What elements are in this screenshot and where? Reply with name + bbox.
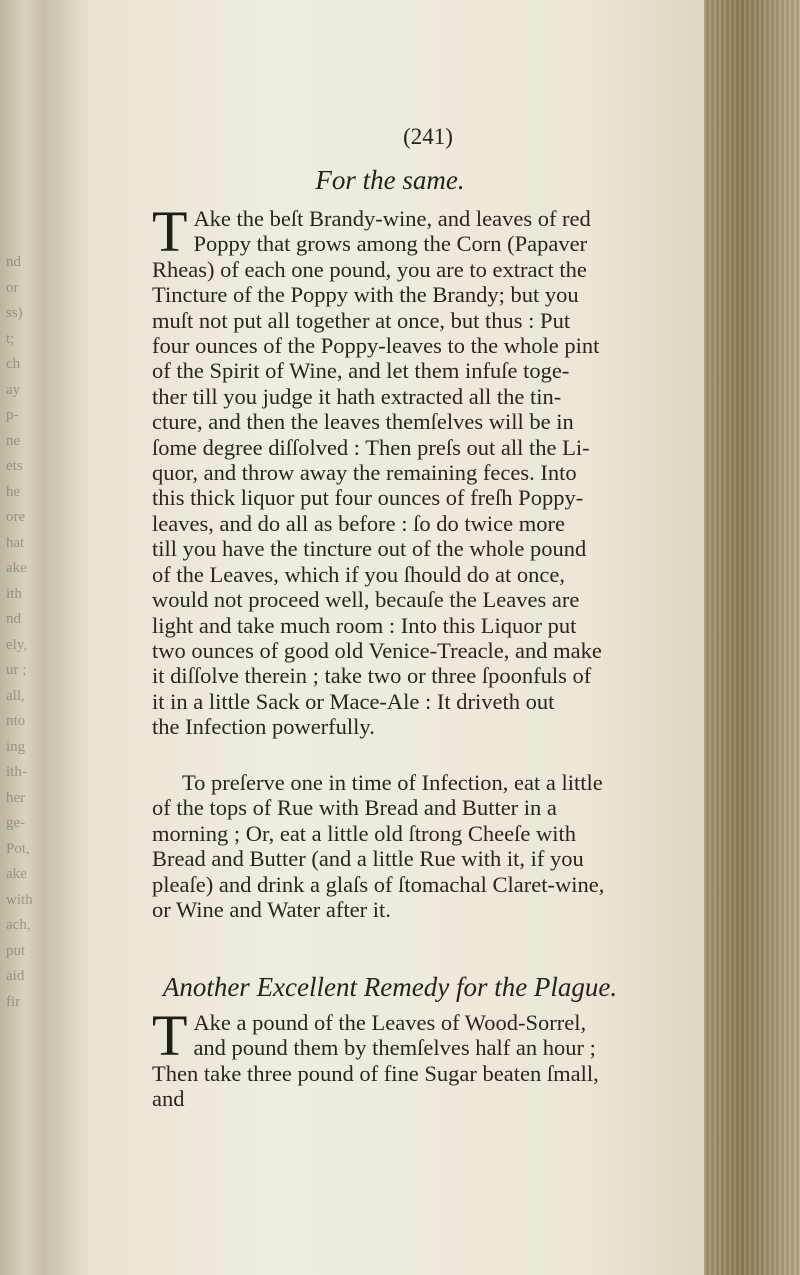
text-line: muſt not put all together at once, but thus : Put [152,307,571,333]
text-line: Ake the beſt Brandy-wine, and leaves of red [193,206,591,231]
facing-page-fragment: ss) [6,305,23,321]
facing-page-fragment: put [6,942,26,959]
text-line: and pound them by themſelves half an hour ; [193,1035,596,1061]
text-line: quor, and throw away the remaining feces. Into [152,460,577,486]
text-line: four ounces of the Poppy-leaves to the whole pint [152,333,600,359]
facing-page-fragment: all, [6,687,25,704]
page-number: (241) [403,124,453,149]
text-line: Tincture of the Poppy with the Brandy; but you [152,282,579,308]
drop-cap: T [152,1003,188,1068]
text-line: and [152,1086,185,1112]
text-line: the Infection powerfully. [152,714,375,740]
facing-page-fragment: or [6,279,19,296]
facing-page-fragment: hat [6,534,25,551]
text-line: Bread and Butter (and a little Rue with it, if you [152,846,584,872]
text-line: pleaſe) and drink a glaſs of ſtomachal Claret-wine, [152,871,605,897]
text-line: would not proceed well, becauſe the Leaves are [152,587,580,613]
text-line: this thick liquor put four ounces of freſh Poppy- [152,485,584,511]
section-heading: For the same. [315,165,465,195]
facing-page-fragments [6,250,36,1015]
text-line: it in a little Sack or Mace-Ale : It driveth out [152,688,555,714]
facing-page-fragment: ith- [6,764,27,780]
text-line: leaves, and do all as before : ſo do twice more [152,510,565,536]
text-line: Ake a pound of the Leaves of Wood-Sorrel, [193,1010,587,1035]
facing-page-edge [0,0,43,1275]
facing-page-fragment: he [6,483,21,500]
facing-page-fragment: ets [6,458,23,474]
facing-page-fragment: her [6,789,26,806]
text-line: of the tops of Rue with Bread and Butter in a [152,795,557,821]
book-gutter [42,0,88,1275]
page-edge-right [704,0,800,1275]
paragraph-1 [152,199,700,740]
facing-page-fragment: ake [6,560,27,576]
text-line: two ounces of good old Venice-Treacle, and make [152,637,602,663]
text-line: cture, and then the leaves themſelves will be in [152,409,574,435]
facing-page-fragment: ore [6,509,26,525]
text-line: it diſſolve therein ; take two or three ſpoonfuls of [152,663,592,689]
facing-page-fragment: nd [6,611,21,627]
drop-cap: T [152,199,188,264]
text-line: Rheas) of each one pound, you are to extract the [152,256,587,282]
text-line: light and take much room : Into this Liquor put [152,612,577,638]
text-line: morning ; Or, eat a little old ſtrong Cheeſe with [152,820,577,846]
text-line: till you have the tincture out of the whole pound [152,536,587,562]
facing-page-fragment: ely, [6,636,28,653]
facing-page-fragment: Pot, [6,840,30,857]
text-line: of the Leaves, which if you ſhould do at once, [152,561,566,587]
text-line: or Wine and Water after it. [152,897,391,923]
text-line: ſome degree diſſolved : Then preſs out all the Li- [152,434,590,460]
facing-page-fragment: nd [6,254,21,270]
section-heading-remedy: Another Excellent Remedy for the Plague. [162,972,618,1002]
facing-page-fragment: ach, [6,917,31,933]
text-line: of the Spirit of Wine, and let them infuſe toge- [152,358,570,384]
facing-page-fragment: ch [6,356,21,372]
facing-page-fragment: t; [6,330,15,347]
text-line: Then take three pound of fine Sugar beaten ſmall, [152,1060,599,1086]
paragraph-2 [152,770,700,922]
facing-page-fragment: ay [6,381,21,398]
facing-page-fragment: ith [6,585,22,602]
facing-page-fragment: ne [6,432,21,449]
text-line: To preſerve one in time of Infection, eat a little [182,770,603,795]
facing-page-fragment: aid [6,968,25,984]
text-line: ther till you judge it hath extracted all the tin- [152,383,562,409]
facing-page-fragment: with [6,891,33,908]
facing-page-fragment: p- [6,407,19,423]
facing-page-fragment: ing [6,738,26,755]
facing-page-fragment: fir [6,993,21,1010]
facing-page-fragment: ur ; [6,662,27,678]
paragraph-3 [152,1003,700,1112]
text-line: Poppy that grows among the Corn (Papaver [193,231,588,257]
facing-page-fragment: ake [6,866,27,882]
facing-page-fragment: ge- [6,815,26,831]
facing-page-fragment: nto [6,713,26,729]
